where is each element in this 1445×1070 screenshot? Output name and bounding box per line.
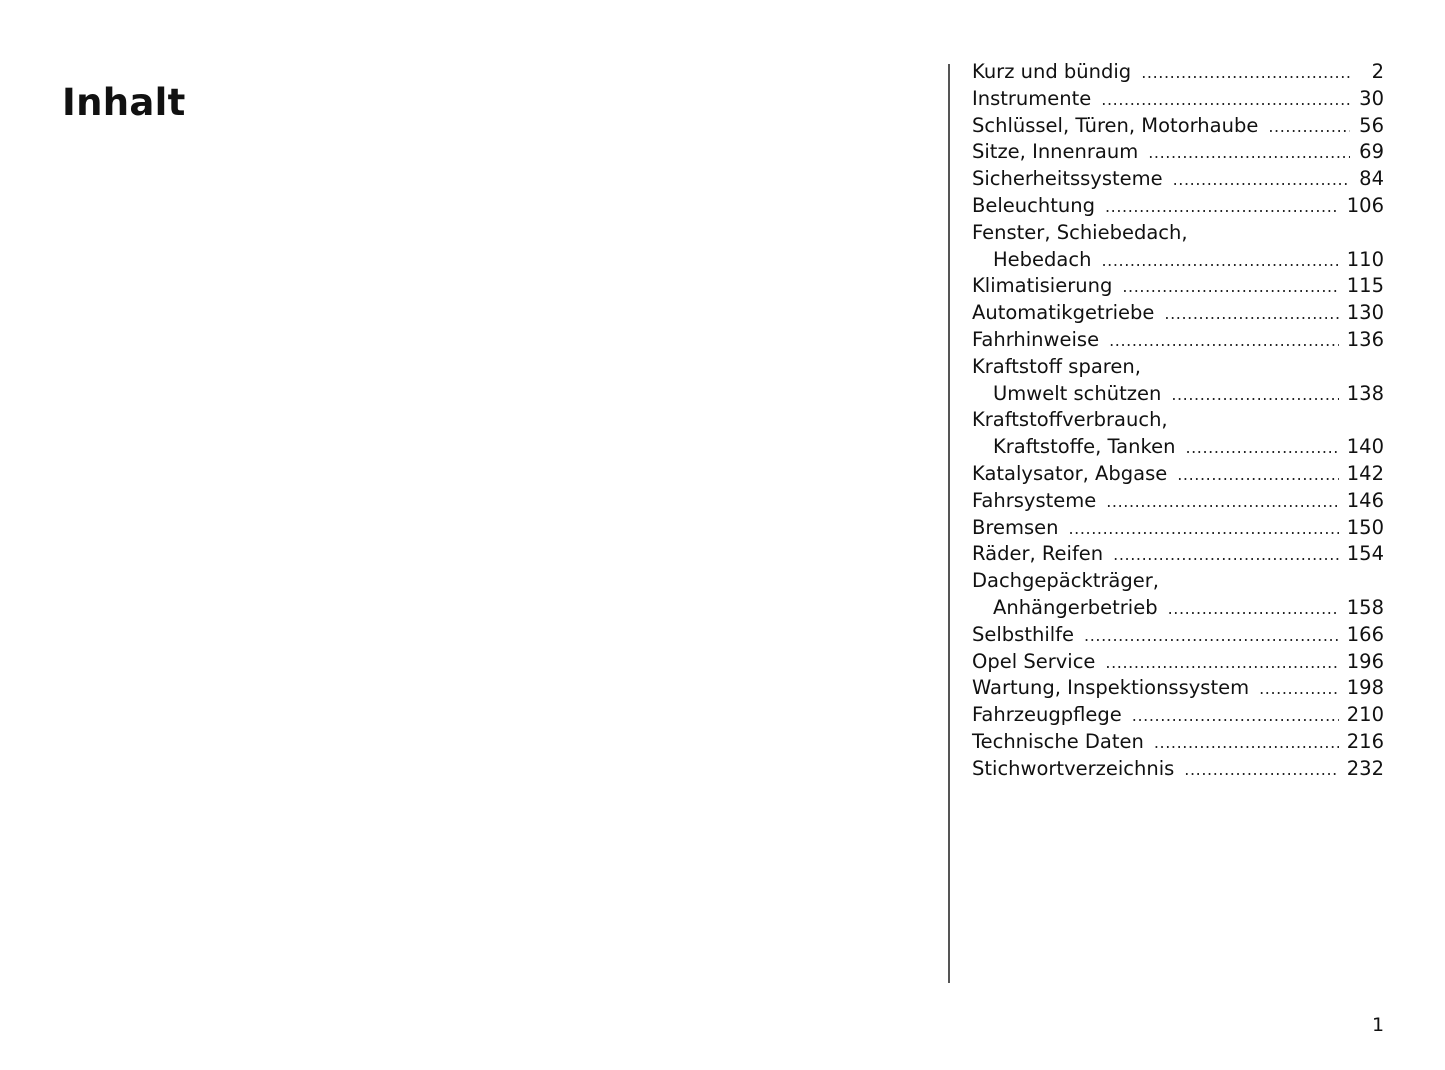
toc-entry-label: Fahrhinweise (972, 327, 1100, 351)
toc-entry-label: Bremsen (972, 515, 1059, 539)
toc-dot-leader (1154, 730, 1339, 757)
toc-entry[interactable] (972, 622, 1384, 649)
toc-entry-label: Räder, Reifen (972, 542, 1104, 566)
toc-entry-label: Fenster, Schiebedach, (972, 220, 1188, 244)
toc-entry[interactable] (972, 434, 1384, 461)
toc-entry-label: Selbsthilfe (972, 622, 1075, 646)
toc-dot-leader (1177, 462, 1339, 489)
page-number: 1 (1372, 1014, 1385, 1036)
toc-entry-label: Technische Daten (972, 729, 1144, 753)
toc-entry[interactable] (972, 59, 1384, 86)
toc-entry-label: Umwelt schützen (993, 381, 1162, 405)
toc-dot-leader (1084, 623, 1339, 650)
toc-entry-page: 140 (1346, 435, 1384, 459)
toc-dot-leader (1184, 757, 1338, 784)
toc-entry-page: 154 (1346, 542, 1384, 566)
toc-entry-page: 158 (1346, 595, 1384, 619)
toc-entry-label: Kraftstoff sparen, (972, 354, 1141, 378)
toc-entry-label: Klimatisierung (972, 274, 1113, 298)
toc-entry[interactable] (972, 461, 1384, 488)
toc-dot-leader (1259, 676, 1339, 703)
toc-entry-label: Kurz und bündig (972, 60, 1132, 83)
toc-entry-label: Kraftstoffe, Tanken (993, 435, 1176, 459)
toc-entry-page: 136 (1346, 327, 1384, 351)
toc-dot-leader (1171, 382, 1338, 409)
toc-dot-leader (1141, 60, 1350, 87)
toc-dot-leader (1101, 87, 1350, 114)
toc-dot-leader (1268, 114, 1350, 141)
toc-dot-leader (1101, 248, 1338, 275)
toc-entry-page: 30 (1359, 86, 1384, 110)
toc-dot-leader (1105, 650, 1338, 677)
toc-dot-leader (1109, 328, 1339, 355)
toc-entry-page: 138 (1346, 381, 1384, 405)
toc-entry[interactable] (972, 86, 1384, 113)
toc-entry-page: 106 (1346, 193, 1384, 217)
toc-entry-page: 232 (1346, 756, 1384, 780)
toc-entry-page: 110 (1346, 247, 1384, 271)
page-title: Inhalt (62, 80, 186, 124)
toc-entry-label: Opel Service (972, 649, 1096, 673)
toc-entry-page: 198 (1346, 676, 1384, 700)
toc-entry-page: 166 (1346, 622, 1384, 646)
toc-dot-leader (1113, 542, 1339, 569)
toc-entry-page: 150 (1346, 515, 1384, 539)
toc-entry-label: Beleuchtung (972, 193, 1095, 217)
toc-entry (972, 568, 1384, 595)
toc-entry (972, 354, 1384, 381)
toc-entry-page: 115 (1346, 274, 1384, 298)
toc-entry[interactable] (972, 729, 1384, 756)
toc-entry-page: 196 (1346, 649, 1384, 673)
table-of-contents (972, 59, 1384, 783)
toc-entry[interactable] (972, 488, 1384, 515)
toc-entry-page: 146 (1346, 488, 1384, 512)
toc-entry-label: Automatikgetriebe (972, 301, 1155, 325)
toc-dot-leader (1132, 703, 1339, 730)
toc-entry[interactable] (972, 300, 1384, 327)
toc-entry[interactable] (972, 166, 1384, 193)
toc-entry[interactable] (972, 675, 1384, 702)
toc-entry-label: Instrumente (972, 86, 1092, 110)
toc-entry[interactable] (972, 595, 1384, 622)
toc-entry[interactable] (972, 649, 1384, 676)
toc-entry-page: 216 (1346, 729, 1384, 753)
toc-entry[interactable] (972, 273, 1384, 300)
toc-entry-label: Wartung, Inspektionssystem (972, 676, 1250, 700)
toc-entry[interactable] (972, 381, 1384, 408)
toc-dot-leader (1168, 596, 1339, 623)
toc-entry[interactable] (972, 702, 1384, 729)
toc-entry[interactable] (972, 113, 1384, 140)
toc-dot-leader (1122, 274, 1338, 301)
toc-entry[interactable] (972, 541, 1384, 568)
toc-entry-page: 2 (1371, 60, 1384, 83)
toc-entry-page: 142 (1346, 461, 1384, 485)
toc-entry-label: Anhängerbetrieb (993, 595, 1158, 619)
toc-entry-label: Sicherheitssysteme (972, 167, 1163, 191)
toc-entry-label: Kraftstoffverbrauch, (972, 408, 1168, 432)
toc-dot-leader (1105, 194, 1339, 221)
toc-dot-leader (1185, 435, 1338, 462)
toc-entry-page: 210 (1346, 703, 1384, 727)
toc-entry[interactable] (972, 139, 1384, 166)
toc-entry[interactable] (972, 327, 1384, 354)
toc-dot-leader (1068, 516, 1338, 543)
toc-entry-label: Hebedach (993, 247, 1092, 271)
toc-entry[interactable] (972, 247, 1384, 274)
toc-entry-label: Dachgepäckträger, (972, 569, 1159, 593)
toc-entry[interactable] (972, 193, 1384, 220)
toc-dot-leader (1148, 140, 1350, 167)
column-divider (948, 64, 950, 983)
toc-dot-leader (1173, 167, 1350, 194)
toc-entry[interactable] (972, 756, 1384, 783)
toc-entry (972, 220, 1384, 247)
toc-entry-page: 130 (1346, 301, 1384, 325)
toc-entry-label: Sitze, Innenraum (972, 140, 1139, 164)
toc-dot-leader (1106, 489, 1339, 516)
toc-entry-page: 84 (1359, 167, 1384, 191)
toc-entry-label: Fahrzeugpflege (972, 703, 1122, 727)
toc-entry (972, 407, 1384, 434)
toc-entry[interactable] (972, 515, 1384, 542)
toc-entry-label: Schlüssel, Türen, Motorhaube (972, 113, 1259, 137)
toc-entry-page: 56 (1359, 113, 1384, 137)
toc-entry-label: Stichwortverzeichnis (972, 756, 1175, 780)
toc-entry-page: 69 (1359, 140, 1384, 164)
toc-entry-label: Katalysator, Abgase (972, 461, 1168, 485)
toc-dot-leader (1164, 301, 1338, 328)
toc-entry-label: Fahrsysteme (972, 488, 1097, 512)
